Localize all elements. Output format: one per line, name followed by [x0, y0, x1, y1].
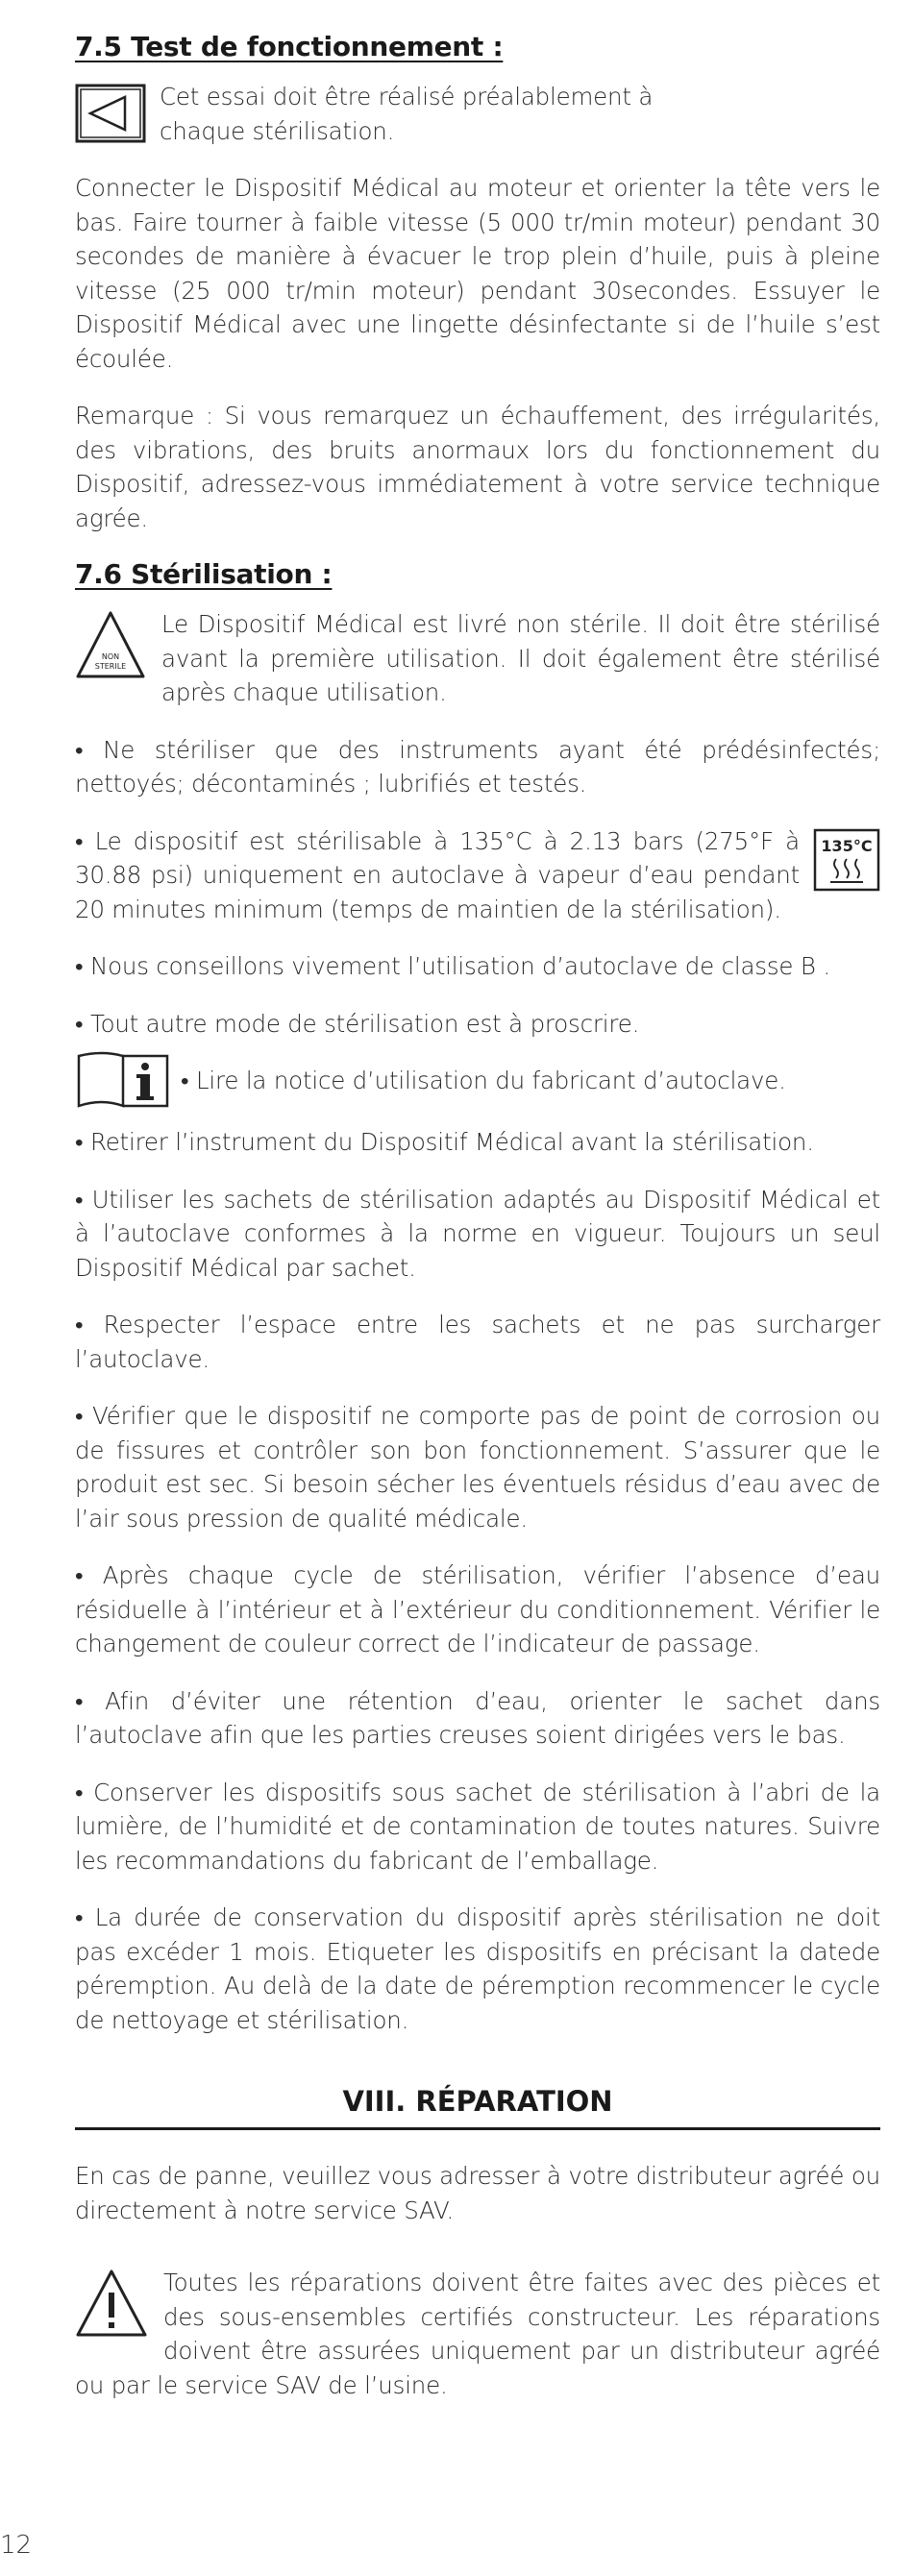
bullet-item: • Retirer l’instrument du Dispositif Médical avant la stérilisation.: [75, 1128, 814, 1156]
section-7-5-title: 7.5 Test de fonctionnement :: [75, 31, 504, 62]
temperature-row: [75, 824, 880, 927]
bullet-item: • Tout autre mode de stérilisation est à proscrire.: [75, 1009, 640, 1038]
note-text: Cet essai doit être réalisé préalablement à chaque stérilisation.: [160, 83, 654, 145]
paragraph: En cas de panne, veuillez vous adresser à votre distributeur agréé ou directement à notre service SAV.: [75, 2162, 880, 2224]
icon-label-sterile: STERILE: [94, 662, 127, 671]
autoclave-135c-icon: [813, 828, 880, 892]
bullet-item: • Le dispositif est stérilisable à 135°C à 2.13 bars (275°F à 30.88 psi) uniquement en autoclave à vapeur d’eau pendant 20 minutes minimum (temps de maintien de la stérilisation).: [75, 826, 800, 923]
bullet-item: • Afin d’éviter une rétention d’eau, orienter le sachet dans l’autoclave afin que les parties creuses soient dirigées vers le bas.: [75, 1686, 880, 1749]
repair-warning: [75, 2266, 880, 2402]
bullet-item: • Respecter l’espace entre les sachets et ne pas surcharger l’autoclave.: [75, 1311, 880, 1373]
non-sterile-warning: [75, 607, 880, 710]
bullet-item: • Nous conseillons vivement l’utilisation d’autoclave de classe B .: [75, 952, 830, 980]
paragraph: Remarque : Si vous remarquez un échauffement, des irrégularités, des vibrations, des bruits anormaux lors du fonctionnement du Dispositif, adressez-vous immédiatement à votre service technique agrée.: [75, 402, 880, 532]
icon-label-non: NON: [101, 652, 120, 661]
page-content: [75, 31, 880, 2425]
section-8-title: VIII. RÉPARATION: [75, 2085, 880, 2130]
paragraph: Connecter le Dispositif Médical au moteur et orienter la tête vers le bas. Faire tourner à faible vitesse (5 000 tr/min moteur) pendant 30 secondes de manière à évacuer le trop plein d’huile, puis à pleine vitesse (25 000 tr/min moteur) pendant 30secondes. Essuyer le Dispositif Médical avec une lingette désinfectante si de l’huile s’est écoulée.: [75, 174, 880, 373]
bullet-item: • Conserver les dispositifs sous sachet de stérilisation à l’abri de la lumière, de l’humidité et de contamination de toutes natures. Suivre les recommandations du fabricant de l’emballage.: [75, 1778, 880, 1875]
temp-label: 135°C: [821, 836, 873, 855]
bullet-item: • Vérifier que le dispositif ne comporte pas de point de corrosion ou de fissures et contrôler son bon fonctionnement. S’assurer que le produit est sec. Si besoin sécher les éventuels résidus d’eau avec de l’air sous pression de qualité médicale.: [75, 1402, 880, 1533]
section-7-6-title: 7.6 Stérilisation :: [75, 558, 333, 590]
warning-triangle-icon: [75, 609, 146, 680]
warning-text: Toutes les réparations doivent être faites avec des pièces et des sous-ensembles certifiés constructeur. Les réparations doivent être assurées uniquement par un distributeur agréé ou par le service SAV de l’usine.: [75, 2269, 880, 2399]
caution-triangle-icon: [75, 2268, 148, 2339]
manual-row: [75, 1050, 880, 1112]
bullet-item: • Lire la notice d’utilisation du fabricant d’autoclave.: [181, 1067, 786, 1095]
bullet-item: • Après chaque cycle de stérilisation, vérifier l’absence d’eau résiduelle à l’intérieur et à l’extérieur du conditionnement. Vérifier le changement de couleur correct de l’indicateur de passage.: [75, 1561, 880, 1657]
info-manual-icon: [75, 1050, 171, 1112]
bullet-item: • Utiliser les sachets de stérilisation adaptés au Dispositif Médical et à l’autoclave conformes à la norme en vigueur. Toujours un seul Dispositif Médical par sachet.: [75, 1185, 880, 1282]
audio-warning-icon: [75, 84, 146, 143]
bullet-item: • Ne stériliser que des instruments ayant été prédésinfectés; nettoyés; décontaminés ; lubrifiés et testés.: [75, 735, 880, 797]
note-row: [75, 80, 880, 148]
bullet-item: • La durée de conservation du dispositif après stérilisation ne doit pas excéder 1 mois. Etiqueter les dispositifs en précisant la datede péremption. Au delà de la date de péremption recommencer le cycle de nettoyage et stérilisation.: [75, 1903, 880, 2034]
warning-text: Le Dispositif Médical est livré non stérile. Il doit être stérilisé avant la première utilisation. Il doit également être stérilisé après chaque utilisation.: [161, 610, 880, 706]
page-number: 12: [0, 2531, 33, 2560]
